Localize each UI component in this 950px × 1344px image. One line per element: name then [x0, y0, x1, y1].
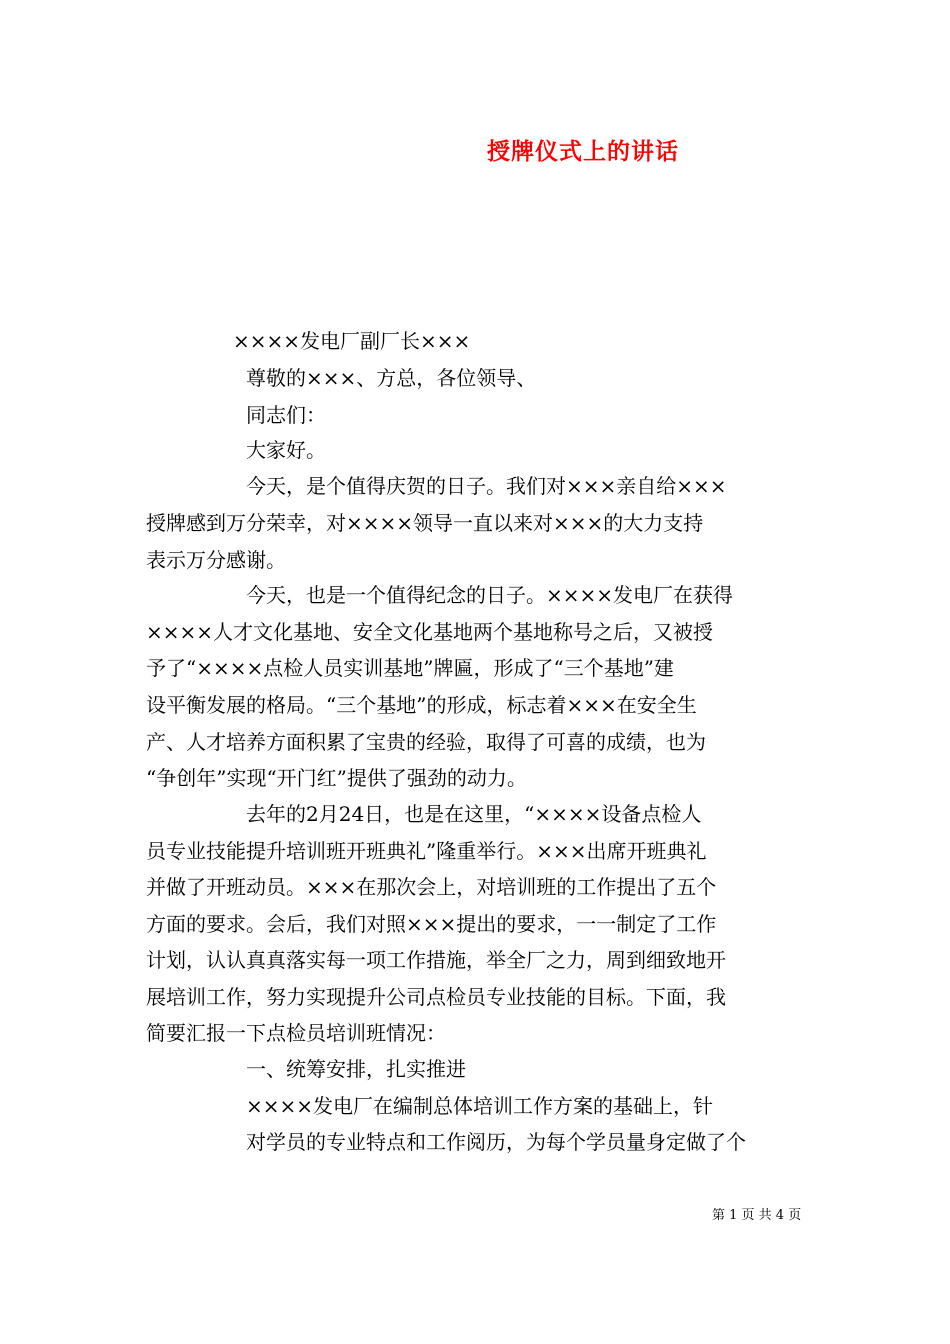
paragraph-3-line: 展培训工作，努力实现提升公司点检员专业技能的目标。下面，我	[146, 985, 726, 1009]
paragraph-2-line: ××××人才文化基地、安全文化基地两个基地称号之后，又被授	[146, 620, 714, 644]
paragraph-1-line: 今天，是个值得庆贺的日子。我们对×××亲自给×××	[246, 474, 727, 498]
paragraph-1-line: 表示万分感谢。	[146, 548, 286, 572]
paragraph-3-line: 简要汇报一下点检员培训班情况：	[146, 1021, 446, 1045]
paragraph-2-line: “争创年”实现“开门红”提供了强劲的动力。	[146, 766, 527, 790]
page-number: 第 1 页 共 4 页	[712, 1208, 802, 1223]
paragraph-3-line: 并做了开班动员。×××在那次会上，对培训班的工作提出了五个	[146, 875, 717, 899]
paragraph-2-line: 今天，也是一个值得纪念的日子。××××发电厂在获得	[246, 583, 734, 607]
salutation-line-2: 同志们：	[246, 403, 326, 427]
section-heading: 一、统筹安排，扎实推进	[246, 1057, 466, 1081]
document-title: 授牌仪式上的讲话	[487, 138, 679, 165]
paragraph-3-line: 方面的要求。会后，我们对照×××提出的要求，一一制定了工作	[146, 912, 717, 936]
paragraph-4-line: ××××发电厂在编制总体培训工作方案的基础上，针	[246, 1094, 714, 1118]
paragraph-3-line: 员专业技能提升培训班开班典礼”隆重举行。×××出席开班典礼	[146, 839, 707, 863]
paragraph-1-line: 授牌感到万分荣幸，对××××领导一直以来对×××的大力支持	[146, 511, 704, 535]
paragraph-4-line: 对学员的专业特点和工作阅历，为每个学员量身定做了个	[246, 1130, 746, 1154]
greeting-line: 大家好。	[246, 438, 326, 462]
paragraph-2-line: 产、人才培养方面积累了宝贵的经验，取得了可喜的成绩，也为	[146, 730, 706, 754]
paragraph-2-line: 设平衡发展的格局。“三个基地”的形成，标志着×××在安全生	[146, 693, 697, 717]
paragraph-3-line: 去年的2月24日，也是在这里，“××××设备点检人	[246, 802, 702, 826]
paragraph-2-line: 予了“××××点检人员实训基地”牌匾，形成了“三个基地”建	[146, 656, 674, 680]
paragraph-3-line: 计划，认认真真落实每一项工作措施，举全厂之力，周到细致地开	[146, 948, 726, 972]
speaker-line: ××××发电厂副厂长×××	[233, 329, 471, 353]
salutation-line-1: 尊敬的×××、方总，各位领导、	[246, 366, 537, 390]
